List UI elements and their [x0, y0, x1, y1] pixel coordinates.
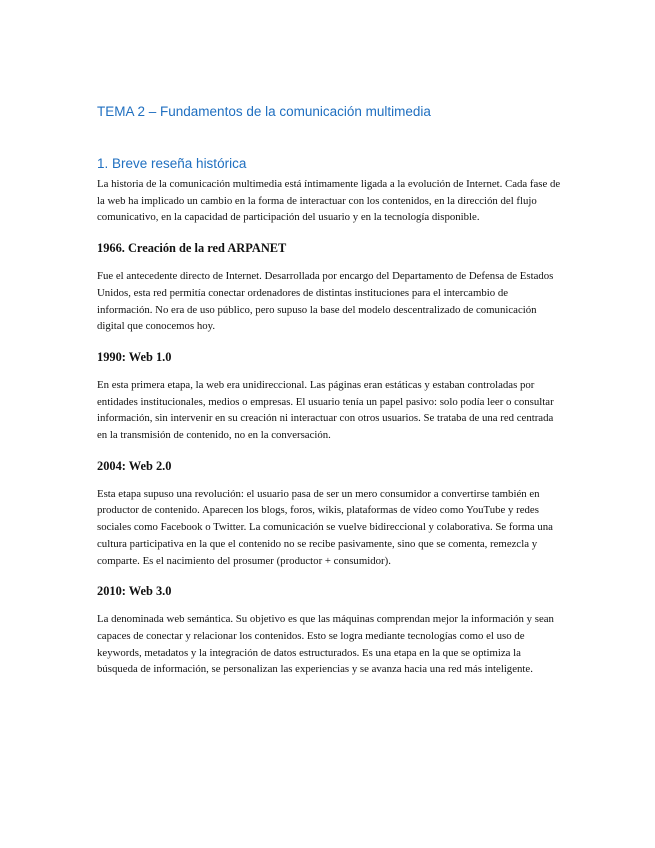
era-heading: 2010: Web 3.0: [97, 584, 172, 599]
era-paragraph: La denominada web semántica. Su objetivo es que las máquinas comprendan mejor la información y sean capaces de conectar y relacionar los contenidos. Esto se logra mediante tecnologías como el uso de keywords, metadatos y la integración de datos estructurados. Es una etapa en la que se optimiza la búsqueda de información, se personalizan las experiencias y se avanza hacia una red más inteligente.: [97, 613, 554, 676]
era-paragraph: En esta primera etapa, la web era unidireccional. Las páginas eran estáticas y estaban controladas por entidades institucionales, medios o empresas. El usuario tenía un papel pasivo: solo podía leer o consultar información, sin intervenir en su creación ni interactuar con otros usuarios. Se trataba de una red centrada en la transmisión de contenido, no en la conversación.: [97, 378, 554, 442]
era-arpanet: [97, 240, 563, 335]
era-heading: 2004: Web 2.0: [97, 458, 172, 473]
document-title: TEMA 2 – Fundamentos de la comunicación multimedia: [97, 104, 431, 119]
section-heading: 1. Breve reseña histórica: [97, 156, 247, 171]
era-paragraph: Esta etapa supuso una revolución: el usuario pasa de ser un mero consumidor a convertirse también en productor de contenido. Aparecen los blogs, foros, wikis, plataformas de vídeo como YouTube y redes sociales como Facebook o Twitter. La comunicación se vuelve bidireccional y colaborativa. Se forma una cultura participativa en la que el contenido no se recibe pasivamente, sino que se comenta, remezcla y comparte. Es el nacimiento del prosumer (productor + consumidor).: [97, 487, 553, 567]
intro-paragraph: La historia de la comunicación multimedia está íntimamente ligada a la evolución de Internet. Cada fase de la web ha implicado un cambio en la forma de interactuar con los contenidos, en la dirección del flujo comunicativo, en la capacidad de participación del usuario y en la tecnología disponible.: [97, 178, 561, 224]
era-paragraph: Fue el antecedente directo de Internet. Desarrollada por encargo del Departamento de Defensa de Estados Unidos, esta red permitía conectar ordenadores de distintas instituciones para el intercambio de información. No era de uso público, pero supuso la base del modelo descentralizado de comunicación digital que conocemos hoy.: [97, 270, 554, 333]
era-heading: 1966. Creación de la red ARPANET: [97, 241, 287, 256]
document-content: [97, 103, 563, 678]
era-heading: 1990: Web 1.0: [97, 349, 172, 364]
era-web-1-0: [97, 349, 563, 444]
era-web-2-0: [97, 458, 563, 570]
era-web-3-0: [97, 583, 563, 678]
